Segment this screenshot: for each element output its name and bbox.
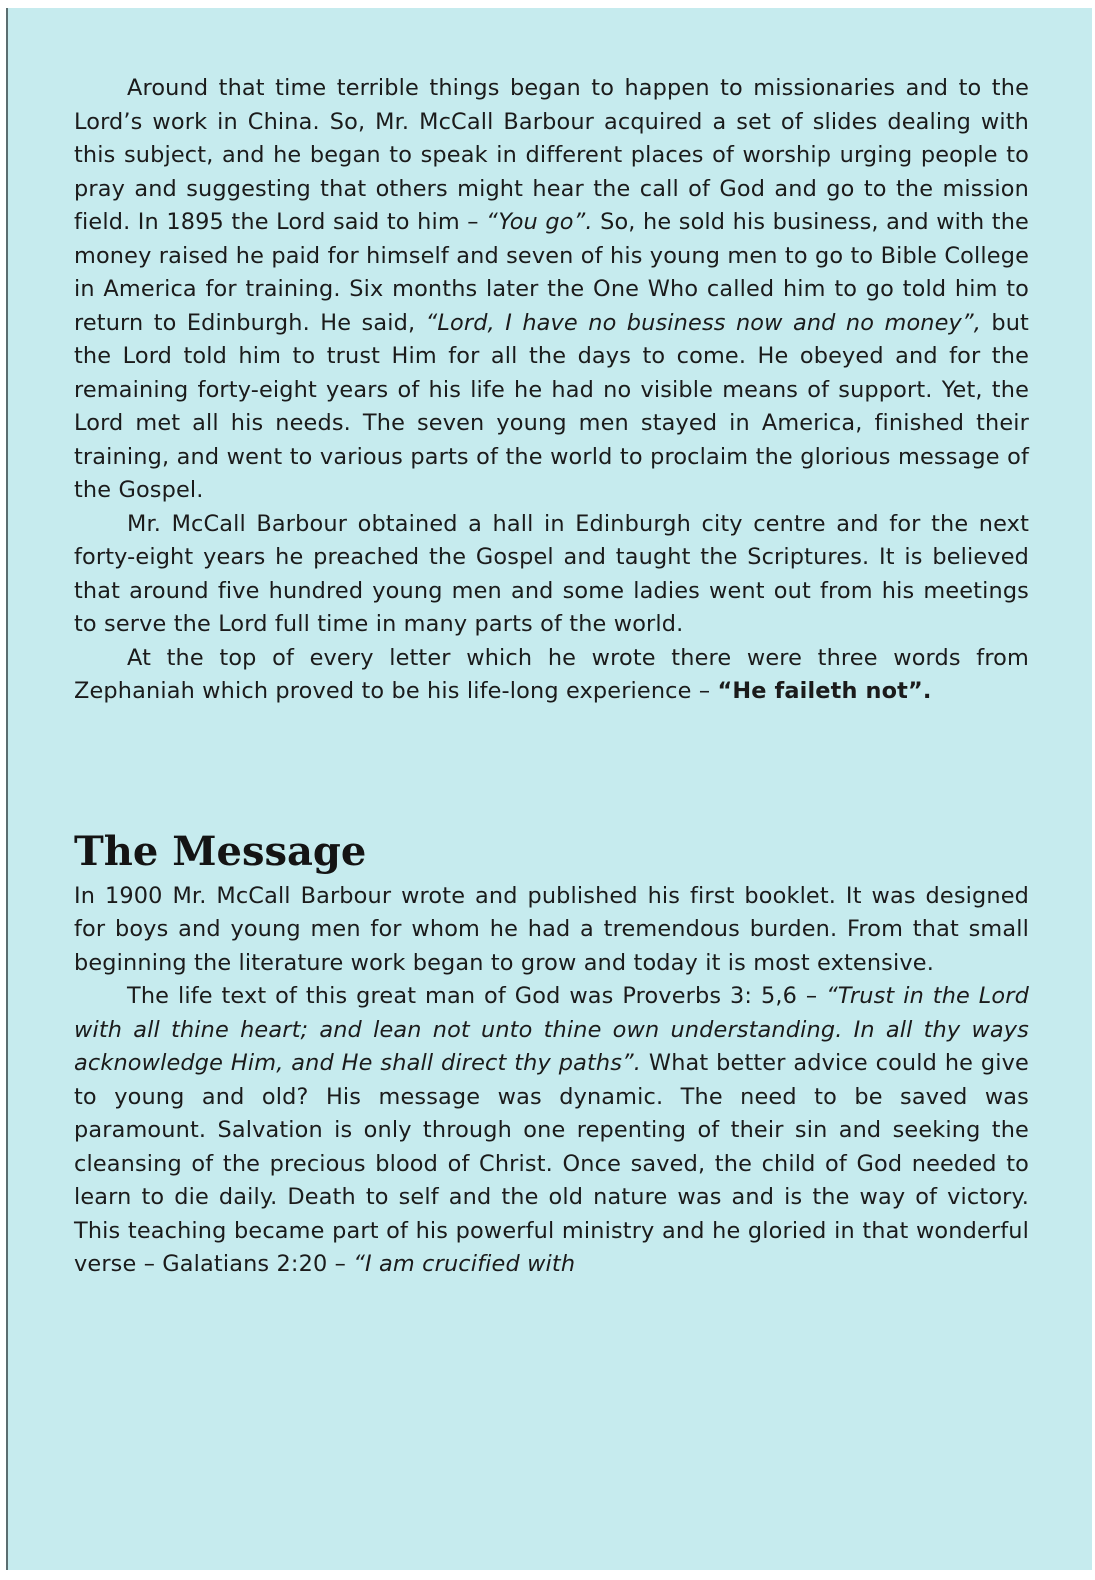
- quote-galatians: “I am crucified with: [353, 1251, 576, 1277]
- quote-no-business: “Lord, I have no business now and no money”,: [425, 309, 981, 336]
- document-page: [6, 8, 1092, 1570]
- paragraph-edinburgh-hall: Mr. McCall Barbour obtained a hall in Edinburgh city centre and for the next forty-eight years he preached the Gospel and taught the Scriptures. It is believed that around five hundred young men and some ladies went out from his meetings to serve the Lord full time in many parts of the world.: [74, 510, 1029, 637]
- page-content: [74, 72, 1029, 1282]
- quote-you-go: “You go”.: [486, 209, 593, 235]
- paragraph-first-booklet: In 1900 Mr. McCall Barbour wrote and published his first booklet. It was designed for boys and young men for whom he had a tremendous burden. From that small beginning the literature work began to grow and today it is most extensive.: [74, 882, 1029, 976]
- section-heading: The Message: [74, 827, 367, 875]
- text-run: So, he sold his business, and with the money raised he paid for himself and seven of his young men to go to Bible College in America for training. Six months later the One Who called him to go told him to return to Edinburgh. He said,: [74, 209, 1029, 336]
- text-run: but the Lord told him to trust Him for all the days to come. He obeyed and for the remaining forty-eight years of his life he had no visible means of support. Yet, the Lord met all his needs. The seven young men stayed in America, finished their training, and went to various parts of the world to proclaim the glorious message of the Gospel.: [74, 309, 1029, 503]
- section-spacer: [74, 709, 1029, 827]
- text-run: At the top of every letter which he wrote there were three words from Zephaniah which proved to be his life-long experience –: [74, 644, 1029, 704]
- paragraph-china-missions: [74, 72, 1029, 508]
- paragraph-letters: [74, 642, 1029, 709]
- quote-proverbs: “Trust in the Lord with all thine heart; and lean not unto thine own understanding. In all thy ways acknowledge Him, and He shall direct thy paths”.: [74, 983, 1029, 1076]
- text-run: Around that time terrible things began to happen to missionaries and to the Lord’s work in China. So, Mr. McCall Barbour acquired a set of slides dealing with this subject, and he began to speak in different places of worship urging people to pray and suggesting that others might hear the call of God and go to the mission field. In 1895 the Lord said to him –: [74, 75, 1029, 235]
- text-run: What better advice could he give to young and old? His message was dynamic. The need to be saved was paramount. Salvation is only through one repenting of their sin and seeking the cleansing of the precious blood of Christ. Once saved, the child of God needed to learn to die daily. Death to self and the old nature was and is the way of victory. This teaching became part of his powerful ministry and he gloried in that wonderful verse – Galatians 2:20 –: [74, 1050, 1029, 1277]
- text-run: The life text of this great man of God was Proverbs 3: 5,6 –: [127, 983, 827, 1009]
- paragraph-life-text: [74, 980, 1029, 1282]
- quote-he-faileth-not: “He faileth not”.: [717, 678, 932, 704]
